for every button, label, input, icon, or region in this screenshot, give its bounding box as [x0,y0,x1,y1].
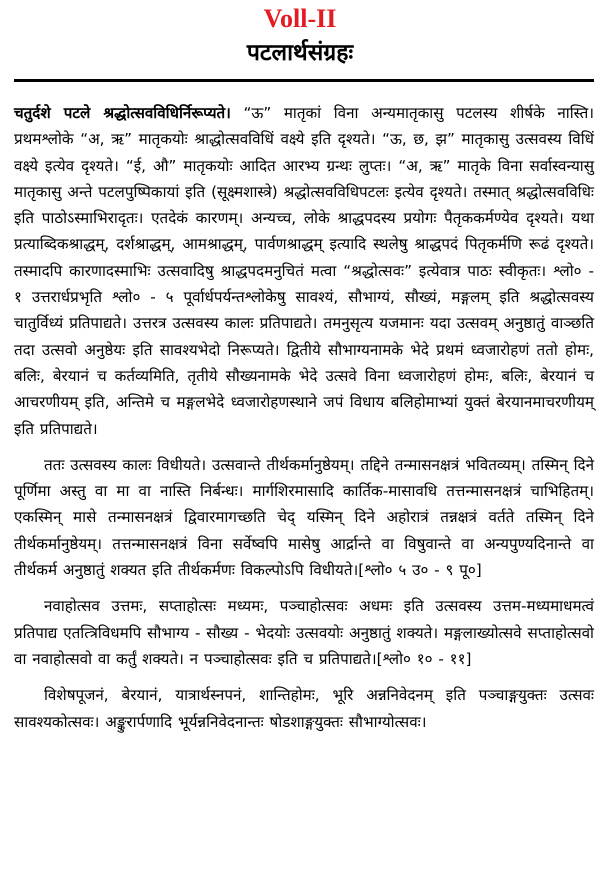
page-title: पटलार्थसंग्रहः [246,40,354,66]
paragraph-text: “ऊ” मातृकां विना अन्यमातृकासु पटलस्य शीर्षके नास्ति। प्रथमश्लोके “अ, ऋ” मातृकयोः श्राद्धोत्सवविधिं वक्ष्ये इति दृश्यते। “ऊ, छ, झ” मातृकासु उत्सवस्य विधिं वक्ष्ये इत्येव दृश्यते। “ई, औ” मातृकयोः आदित आरभ्य ग्रन्थः लुप्तः। “अ, ऋ” मातृके विना सर्वास्वन्यासु मातृकासु अन्ते पटलपुष्पिकायां इति (सूक्ष्मशास्त्रे) श्रद्धोत्सवविधिपटलः इत्येव दृश्यते। तस्मात् श्रद्धोत्सवविधिः इति पाठोऽस्माभिरादृतः। एतदेकं कारणम्। अन्यच्च, लोके श्राद्धपदस्य प्रयोगः पैतृककर्मण्येव दृश्यते। यथा प्रत्याब्दिकश्राद्धम्, दर्शश्राद्धम्, आमश्राद्धम्, पार्वणश्राद्धम् इत्यादि स्थलेषु श्राद्धपदं पितृकर्मणि रूढं दृश्यते। तस्मादपि कारणादस्माभिः उत्सवादिषु श्राद्धपदमनुचितं मत्वा “श्रद्धोत्सवः” इत्येवात्र पाठः स्वीकृतः। श्लो० - १ उत्तरार्धप्रभृति श्लो० - ५ पूर्वार्धपर्यन्तश्लोकेषु सावश्यं, सौभाग्यं, सौख्यं, मङ्गलम् इति श्रद्धोत्सवस्य चातुर्विध्यं प्रतिपाद्यते। उत्तरत्र उत्सवस्य कालः प्रतिपाद्यते। तमनुसृत्य यजमानः यदा उत्सवम् अनुष्ठातुं वाञ्छति तदा उत्सवो अनुष्ठेयः इति सावश्यभेदो निरूप्यते। द्वितीये सौभाग्यनामके भेदे प्रथमं ध्वजारोहणं ततो होमः, बलिः, बेरयानं च कर्तव्यमिति, तृतीये सौख्यनामके भेदे उत्सवे विना ध्वजारोहणं होमः, बलिः, बेरयानं च आचरणीयम् इति, अन्तिमे च मङ्गलभेदे ध्वजारोहणस्थाने जपं विधाय बलिहोमाभ्यां युक्तं बेरयानमाचरणीयम् इति प्रतिपाद्यते। [14,104,594,438]
paragraph-text: ततः उत्सवस्य कालः विधीयते। उत्सवान्ते तीर्थकर्मानुष्ठेयम्। तद्दिने तन्मासनक्षत्रं भवितव्यम्। तस्मिन् दिने पूर्णिमा अस्तु वा मा वा नास्ति निर्बन्धः। मार्गशिरमासादि कार्तिक-मासावधि तत्तन्मासनक्षत्रं चाभिहितम्। एकस्मिन् मासे तन्मासनक्षत्रं द्विवारमागच्छति चेद् यस्मिन् दिने अहोरात्रं तन्नक्षत्रं वर्तते तस्मिन् दिने तीर्थकर्मानुष्ठेयम्। तत्तन्मासनक्षत्रं विना सर्वेष्वपि मासेषु आर्द्रान्ते वा विषुवान्ते वा अन्यपुण्यदिनान्ते वा तीर्थकर्म अनुष्ठातुं शक्यत इति तीर्थकर्मणः विकल्पोऽपि विधीयते।[श्लो० ५ उ० - ९ पू०] [14,455,594,580]
document-body [14,100,594,735]
volume-label: Voll-II [263,4,337,33]
paragraph-1 [14,100,594,442]
paragraph-3 [14,593,594,672]
paragraph-2 [14,452,594,583]
paragraph-4 [14,682,594,735]
paragraph-text: विशेषपूजनं, बेरयानं, यात्रार्थस्नपनं, शान्तिहोमः, भूरि अन्ननिवेदनम् इति पञ्चाङ्गयुक्तः उत्सवः सावश्यकोत्सवः। अङ्कुरार्पणादि भूर्यन्ननिवेदनान्तः षोडशाङ्गयुक्तः सौभाग्योत्सवः। [14,686,594,731]
title-divider [14,79,594,82]
paragraph-text: नवाहोत्सव उत्तमः, सप्ताहोत्सः मध्यमः, पञ्चाहोत्सवः अधमः इति उत्सवस्य उत्तम-मध्यमाधमत्वं प्रतिपाद्य एतत्त्रिविधमपि सौभाग्य - सौख्य - भेदयोः उत्सवयोः अनुष्ठातुं शक्यते। मङ्गलाख्योत्सवे सप्ताहोत्सवो वा नवाहोत्सवो वा कर्तुं शक्यते। न पञ्चाहोत्सवः इति च प्रतिपाद्यते।[श्लो० १० - ११] [14,597,594,668]
paragraph-lead: चतुर्दशे पटले श्रद्धोत्सवविधिर्निरूप्यते। [14,104,231,122]
